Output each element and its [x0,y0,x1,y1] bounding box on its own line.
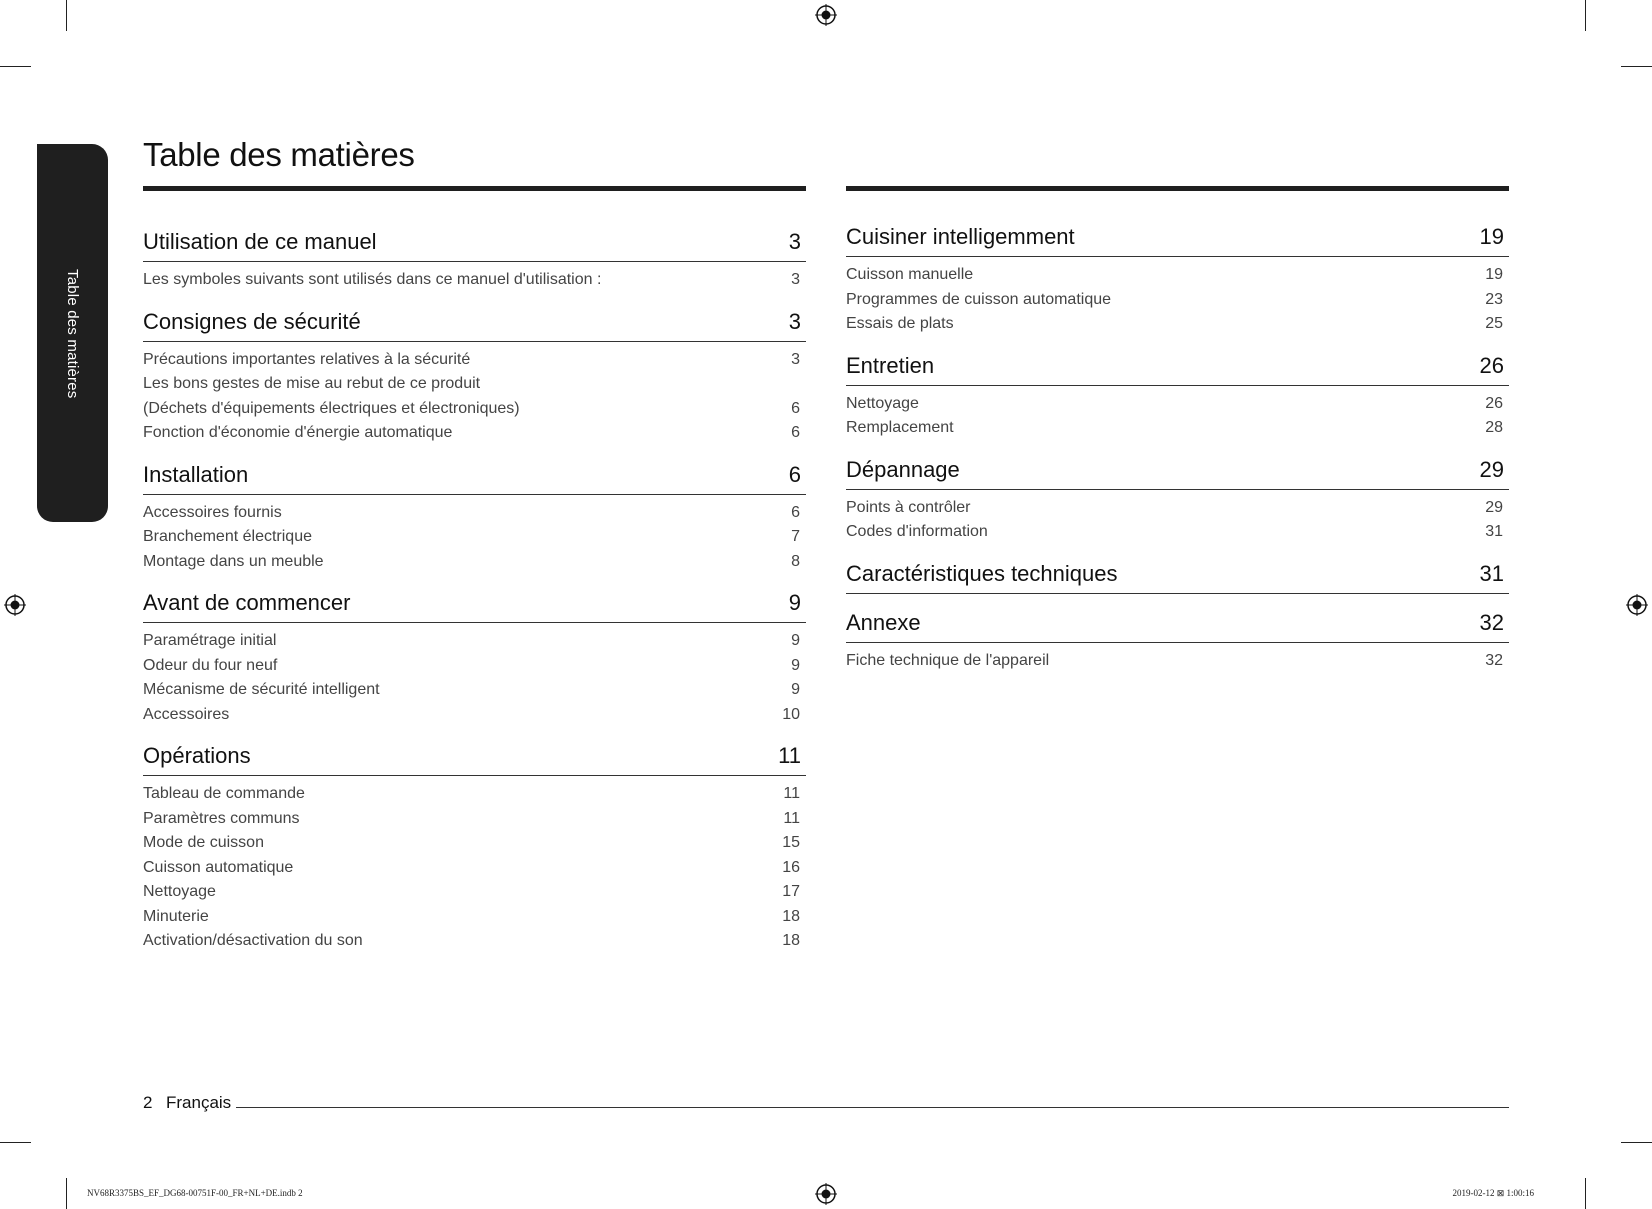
print-slug-file: NV68R3375BS_EF_DG68-00751F-00_FR+NL+DE.indb 2 [87,1188,303,1198]
toc-entry-label: Accessoires fournis [143,503,282,521]
toc-entry[interactable] [846,496,1509,521]
toc-entry-label: Mécanisme de sécurité intelligent [143,681,380,698]
toc-entry-page: 32 [1485,651,1503,669]
toc-section [143,590,806,727]
toc-entry-list [846,490,1509,545]
toc-entry-label: Minuterie [143,907,209,925]
crop-mark [66,0,67,31]
toc-entry-label: Nettoyage [846,394,919,412]
toc-entry[interactable] [143,629,806,654]
toc-section-heading[interactable] [846,457,1509,490]
toc-entry-page: 7 [791,528,800,545]
toc-entry-list [143,623,806,727]
toc-entry-label: Mode de cuisson [143,834,264,851]
sidebar-tab-label-wrap [37,144,108,522]
toc-entry[interactable] [846,312,1509,337]
toc-entry-label: Paramètres communs [143,809,300,827]
toc-entry-page: 28 [1485,419,1503,436]
toc-entry[interactable] [143,807,806,832]
toc-section-heading[interactable] [846,561,1509,594]
toc-entry-page: 3 [791,271,800,288]
toc-entry-list [143,342,806,446]
crop-mark [1585,0,1586,31]
toc-entry[interactable] [143,550,806,575]
toc-entry-label: Fiche technique de l'appareil [846,651,1050,669]
toc-entry-list [143,495,806,575]
toc-section-page: 9 [788,590,801,615]
registration-mark-icon [4,594,26,616]
toc-entry-label: Accessoires [143,705,230,723]
toc-section-title: Annexe [846,609,921,635]
toc-entry-page: 18 [782,932,800,949]
toc-section-title: Opérations [143,743,251,768]
toc-entry-page: 17 [782,883,800,900]
toc-entry-label: Remplacement [846,419,954,436]
toc-entry-label: Branchement électrique [143,528,312,545]
toc-section-page: 3 [788,229,801,254]
toc-entry[interactable] [143,905,806,930]
print-slug-date: 2019-02-12 ⊠ 1:00:16 [1452,1188,1534,1198]
toc-entry-list [143,262,806,293]
toc-entry-page: 6 [791,424,800,441]
toc-entry[interactable] [143,880,806,905]
toc-entry-page: 9 [791,681,800,698]
toc-section [846,457,1509,545]
crop-mark [66,1178,67,1209]
crop-mark [1585,1178,1586,1209]
toc-entry-list [846,386,1509,441]
toc-section-page: 32 [1479,609,1504,635]
registration-mark-icon [815,4,837,26]
toc-entry[interactable] [846,520,1509,545]
toc-entry-page: 15 [782,834,800,851]
toc-section-title: Utilisation de ce manuel [143,229,377,254]
toc-section [143,743,806,954]
toc-entry-page: 25 [1485,315,1503,332]
toc-entry-page: 10 [782,705,800,723]
toc-section-heading[interactable] [846,224,1509,257]
toc-section-heading[interactable] [143,743,806,776]
toc-entry-label: Programmes de cuisson automatique [846,290,1112,308]
footer-rule [236,1107,1509,1108]
toc-entry[interactable] [846,263,1509,288]
toc-entry-page: 19 [1485,266,1503,283]
toc-section [846,353,1509,441]
toc-entry[interactable] [143,678,806,703]
toc-section [143,309,806,446]
toc-section [846,561,1509,594]
toc-section-title: Installation [143,461,249,487]
toc-entry[interactable] [143,831,806,856]
toc-entry-label: Fonction d'économie d'énergie automatique [143,424,453,441]
toc-entry-label: Codes d'information [846,523,988,540]
toc-section-heading[interactable] [846,353,1509,386]
toc-section-page: 29 [1479,456,1504,482]
toc-entry[interactable] [143,929,806,954]
toc-section-heading[interactable] [846,610,1509,643]
toc-column-right [846,224,1509,689]
registration-mark-icon [1626,594,1648,616]
toc-section [846,610,1509,674]
title-rule [846,186,1509,191]
toc-entry-page: 6 [791,503,800,521]
toc-entry-page: 6 [791,399,800,417]
toc-entry-label: Les symboles suivants sont utilisés dans ce manuel d'utilisation : [143,271,602,288]
toc-column-left [143,229,806,970]
toc-entry-page: 29 [1485,498,1503,516]
toc-entry-page: 11 [783,785,800,802]
toc-entry-label: Montage dans un meuble [143,552,324,570]
toc-section-title: Cuisiner intelligemment [846,224,1075,249]
toc-entry-label: Précautions importantes relatives à la sécurité [143,350,471,368]
toc-section-heading[interactable] [143,309,806,342]
crop-mark [0,1142,31,1143]
toc-entry-list [846,643,1509,674]
toc-entry-label: Paramétrage initial [143,632,277,649]
toc-entry[interactable] [846,649,1509,674]
toc-entry-label: Cuisson manuelle [846,266,974,283]
toc-section-heading[interactable] [143,590,806,623]
toc-entry[interactable] [143,348,806,373]
page-language: Français [166,1093,232,1112]
toc-entry-page: 23 [1485,290,1503,308]
crop-mark [1621,1142,1652,1143]
crop-mark [0,66,31,67]
toc-entry[interactable] [846,392,1509,417]
toc-entry[interactable] [846,288,1509,313]
crop-mark [1621,66,1652,67]
toc-entry[interactable] [143,703,806,728]
toc-entry-page: 26 [1485,394,1503,412]
toc-section-title: Dépannage [846,456,960,482]
toc-section [846,224,1509,337]
toc-entry[interactable] [143,501,806,526]
toc-section-page: 3 [788,308,801,334]
toc-entry-page: 11 [783,809,800,827]
registration-mark-icon [815,1183,837,1205]
title-rule [143,186,806,191]
toc-entry-label: Points à contrôler [846,498,971,516]
toc-entry-page: 3 [791,350,800,368]
toc-entry-page: 8 [791,552,800,570]
toc-entry[interactable] [143,782,806,807]
toc-entry-page: 31 [1485,523,1503,540]
toc-entry[interactable] [143,372,806,421]
toc-entry[interactable] [846,416,1509,441]
toc-entry-label: Odeur du four neuf [143,656,278,674]
toc-entry-label: Cuisson automatique [143,858,294,876]
toc-section-title: Entretien [846,352,935,378]
toc-entry-list [143,776,806,954]
toc-entry-label: Nettoyage [143,883,216,900]
toc-entry-label: Les bons gestes de mise au rebut de ce produit (Déchets d'équipements électriques et électroniques) [143,375,520,417]
toc-section-title: Consignes de sécurité [143,308,361,334]
toc-section-heading[interactable] [143,462,806,495]
toc-entry[interactable] [143,525,806,550]
toc-entry-label: Activation/désactivation du son [143,932,363,949]
toc-section-page: 19 [1479,224,1504,249]
page-title: Table des matières [143,136,415,173]
toc-section-page: 26 [1479,352,1504,378]
toc-entry-page: 18 [782,907,800,925]
toc-section-heading[interactable] [143,229,806,262]
toc-entry[interactable] [143,268,806,293]
toc-entry[interactable] [143,654,806,679]
toc-section-page: 6 [788,461,801,487]
toc-entry[interactable] [143,856,806,881]
toc-section-page: 31 [1479,560,1504,586]
toc-entry-page: 9 [791,632,800,649]
toc-entry-label: Tableau de commande [143,785,305,802]
toc-entry-page: 9 [791,656,800,674]
toc-entry-list [846,257,1509,337]
toc-section [143,229,806,293]
toc-entry[interactable] [143,421,806,446]
toc-section-title: Avant de commencer [143,590,351,615]
toc-section-title: Caractéristiques techniques [846,560,1118,586]
toc-entry-page: 16 [782,858,800,876]
toc-section [143,462,806,575]
toc-section-page: 11 [778,743,801,768]
page-number: 2 [143,1093,153,1112]
toc-entry-label: Essais de plats [846,315,954,332]
sidebar-tab-label: Table des matières [64,269,81,399]
